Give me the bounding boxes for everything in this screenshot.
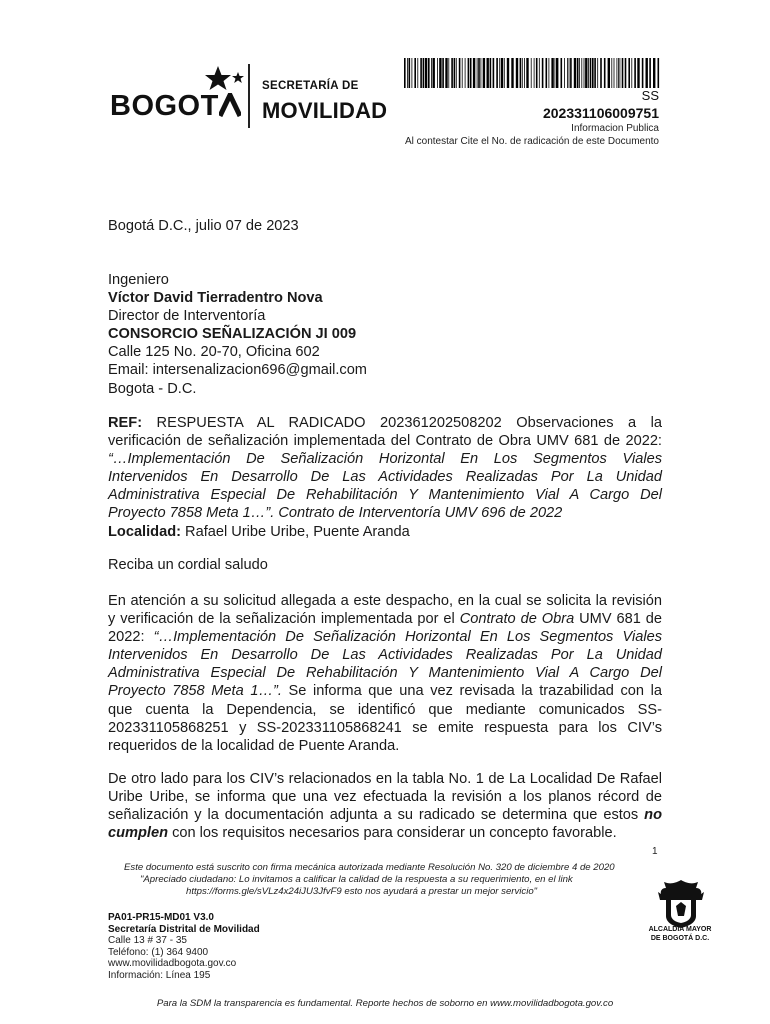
filing-number: 202331106009751 bbox=[542, 105, 659, 121]
barcode-bar bbox=[451, 58, 453, 88]
barcode-bar bbox=[445, 58, 447, 88]
barcode-bar bbox=[409, 58, 411, 88]
barcode-bar bbox=[649, 58, 651, 88]
barcode-bar bbox=[577, 58, 579, 88]
barcode-bar bbox=[551, 58, 553, 88]
barcode-bar bbox=[462, 58, 463, 88]
recipient-email: Email: intersenalizacion696@gmail.com bbox=[108, 362, 367, 379]
logo-divider bbox=[248, 64, 250, 128]
barcode-bar bbox=[608, 58, 610, 88]
barcode-bar bbox=[526, 58, 528, 88]
p1-line-6: Proyecto 7858 Meta 1…”. Se informa que una vez revisada la trazabilidad con la bbox=[108, 683, 662, 700]
barcode-bar bbox=[555, 58, 556, 88]
barcode-bar bbox=[501, 58, 503, 88]
barcode-bar bbox=[539, 58, 540, 88]
page-number: 1 bbox=[652, 846, 658, 857]
barcode-bar bbox=[522, 58, 523, 88]
transparency-note: Para la SDM la transparencia es fundamental. Reporte hechos de soborno en www.movilidadbogota.gov.co bbox=[156, 998, 614, 1009]
barcode-bar bbox=[646, 58, 648, 88]
p1-line-7: que cuenta la Dependencia, se identificó que mediante comunicados SS- bbox=[108, 701, 662, 718]
barcode-bar bbox=[511, 58, 513, 88]
barcode-bar bbox=[490, 58, 492, 88]
reference-block bbox=[108, 414, 662, 541]
barcode-bar bbox=[570, 58, 572, 88]
logo-stars-icon bbox=[198, 64, 248, 98]
p1-line-2: y verificación de la señalización implementada por el Contrato de Obra UMV 681 de bbox=[108, 611, 662, 628]
barcode-bar bbox=[592, 58, 594, 88]
barcode-bar bbox=[556, 58, 558, 88]
barcode-bar bbox=[585, 58, 587, 88]
filing-block bbox=[405, 88, 659, 148]
ref-line-6: Proyecto 7858 Meta 1…”. Contrato de Interventoría UMV 696 de 2022 bbox=[108, 505, 563, 522]
barcode-bar bbox=[618, 58, 619, 88]
barcode-bar bbox=[437, 58, 438, 88]
p2-line-4: cumplen con los requisitos necesarios para considerar un concepto favorable. bbox=[108, 825, 617, 842]
barcode-bar bbox=[420, 58, 422, 88]
barcode-bar bbox=[637, 58, 639, 88]
disclaimer-line-3: https://forms.gle/sVLz4x24iJU3JfvF9 esto nos ayudará a prestar un mejor servicio" bbox=[186, 886, 538, 897]
barcode-bar bbox=[622, 58, 624, 88]
barcode-bar bbox=[597, 58, 598, 88]
filing-note: Al contestar Cite el No. de radicación de este Documento bbox=[404, 136, 659, 147]
barcode-bar bbox=[520, 58, 522, 88]
barcode-bar bbox=[412, 58, 413, 88]
paragraph-1 bbox=[108, 592, 662, 755]
barcode-bar bbox=[414, 58, 416, 88]
barcode-bar bbox=[600, 58, 602, 88]
barcode-bar bbox=[456, 58, 457, 88]
p2-line-2: Uribe Uribe, se informa que una vez efectuada la revisión a los planos récord de bbox=[108, 789, 662, 806]
barcode-bar bbox=[470, 58, 472, 88]
p1-line-8: 202331105868251 y SS-202331105868241 se emite respuesta para los CIV’s bbox=[108, 719, 662, 736]
logo-city-text: BOGOT bbox=[110, 90, 241, 123]
barcode-bar bbox=[542, 58, 544, 88]
logo-secretaria-text: SECRETARÍA DE bbox=[262, 80, 359, 92]
logo-movilidad-text: MOVILIDAD bbox=[262, 98, 388, 123]
barcode-bar bbox=[564, 58, 565, 88]
barcode-bar bbox=[546, 58, 548, 88]
barcode-bar bbox=[653, 58, 655, 88]
recipient-city: Bogota - D.C. bbox=[108, 380, 197, 397]
p2-line-1: De otro lado para los CIV’s relacionados en la tabla No. 1 de La Localidad De Rafael bbox=[108, 771, 662, 787]
barcode-bar bbox=[625, 58, 627, 88]
disclaimer-line-1: Este documento está suscrito con firma mecánica autorizada mediante Resolución No. 320 de diciembre 4 de 2020 bbox=[124, 862, 615, 873]
barcode-bar bbox=[431, 58, 432, 88]
p2-line-3: señalización y la documentación adjunta a su radicado se determina que estos no bbox=[108, 807, 662, 824]
barcode-bar bbox=[590, 58, 592, 88]
barcode-bar bbox=[423, 58, 425, 88]
barcode-bar bbox=[439, 58, 441, 88]
barcode-bar bbox=[478, 58, 480, 88]
barcode-bar bbox=[611, 58, 612, 88]
barcode-bar bbox=[404, 58, 406, 88]
entity-address: Calle 13 # 37 - 35 bbox=[108, 935, 187, 947]
barcode-bar bbox=[604, 58, 606, 88]
localidad-label: Localidad: bbox=[108, 523, 181, 540]
barcode-bar bbox=[428, 58, 430, 88]
barcode-bar bbox=[473, 58, 475, 88]
barcode-bar bbox=[588, 58, 589, 88]
barcode-bar bbox=[658, 58, 660, 88]
ref-line-2: verificación de señalización implementada del Contrato de Obra UMV 681 de 2022: bbox=[108, 433, 662, 450]
barcode-bar bbox=[584, 58, 585, 88]
recipient-address: Calle 125 No. 20-70, Oficina 602 bbox=[108, 344, 320, 361]
alcaldia-label: ALCALDÍA MAYOR DE BOGOTÁ D.C. bbox=[648, 926, 712, 942]
barcode-bar bbox=[507, 58, 509, 88]
recipient-position: Director de Interventoría bbox=[108, 308, 266, 325]
barcode-bar bbox=[634, 58, 636, 88]
recipient-name: Víctor David Tierradentro Nova bbox=[108, 290, 323, 307]
p1-line-5: Administrativa Especial De Rehabilitación Y Mantenimiento Vial A Cargo Del bbox=[108, 665, 662, 682]
paragraph-2 bbox=[108, 770, 662, 842]
ref-line-4: Intervenidos En Desarrollo De Las Actividades Realizadas Por La Unidad bbox=[108, 469, 662, 486]
p1-line-3: 2022: “…Implementación De Señalización Horizontal En Los Segmentos Viales bbox=[108, 629, 662, 646]
p1-line-1: En atención a su solicitud allegada a este despacho, en la cual se solicita la revisión bbox=[108, 593, 662, 609]
barcode-bar bbox=[487, 58, 489, 88]
barcode-bar bbox=[549, 58, 550, 88]
barcode-bar bbox=[448, 58, 449, 88]
barcode-bar bbox=[534, 58, 535, 88]
barcode-bar bbox=[567, 58, 568, 88]
recipient-block bbox=[108, 271, 662, 398]
recipient-company: CONSORCIO SEÑALIZACIÓN JI 009 bbox=[108, 326, 357, 343]
ref-line-1: REF: RESPUESTA AL RADICADO 202361202508202 Observaciones a la bbox=[108, 415, 662, 431]
barcode-bar bbox=[620, 58, 621, 88]
barcode-bar bbox=[481, 58, 482, 88]
entity-phone: Teléfono: (1) 364 9400 bbox=[108, 946, 209, 958]
ref-localidad: Localidad: Rafael Uribe Uribe, Puente Aranda bbox=[108, 523, 410, 540]
barcode-bar bbox=[524, 58, 525, 88]
barcode-bar bbox=[493, 58, 495, 88]
entity-info-line: Información: Línea 195 bbox=[108, 969, 211, 981]
barcode-bar bbox=[614, 58, 615, 88]
ref-line-5: Administrativa Especial De Rehabilitación Y Mantenimiento Vial A Cargo Del bbox=[108, 487, 662, 504]
barcode-bar bbox=[594, 58, 596, 88]
barcode-bar bbox=[496, 58, 498, 88]
p1-line-4: Intervenidos En Desarrollo De Las Actividades Realizadas Por La Unidad bbox=[108, 647, 662, 664]
barcode-bar bbox=[536, 58, 538, 88]
ref-label: REF: bbox=[108, 415, 143, 431]
barcode-bar bbox=[465, 58, 466, 88]
p1-line-9: requeridos de la localidad de Puente Aranda. bbox=[108, 737, 400, 754]
barcode-bar bbox=[442, 58, 444, 88]
barcode-bar bbox=[504, 58, 505, 88]
barcode-bar bbox=[631, 58, 632, 88]
barcode-bar bbox=[628, 58, 630, 88]
barcode-bar bbox=[569, 58, 570, 88]
footer-disclaimer bbox=[120, 862, 650, 898]
barcode-bar bbox=[581, 58, 582, 88]
barcode-bar bbox=[516, 58, 518, 88]
barcode-bar bbox=[483, 58, 485, 88]
barcode-bar bbox=[459, 58, 461, 88]
bogota-movilidad-logo bbox=[110, 60, 388, 132]
entity-name: Secretaría Distrital de Movilidad bbox=[108, 923, 260, 935]
barcode-bar bbox=[579, 58, 580, 88]
barcode-bar bbox=[574, 58, 576, 88]
barcode-bar bbox=[561, 58, 563, 88]
barcode-bar bbox=[425, 58, 427, 88]
barcode-bar bbox=[477, 58, 478, 88]
form-code: PA01-PR15-MD01 V3.0 bbox=[108, 912, 214, 923]
barcode-bar bbox=[417, 58, 418, 88]
greeting: Reciba un cordial saludo bbox=[108, 557, 268, 573]
barcode-bar bbox=[468, 58, 470, 88]
barcode-bar bbox=[531, 58, 532, 88]
entity-website: www.movilidadbogota.gov.co bbox=[108, 958, 237, 970]
barcode-bar bbox=[407, 58, 408, 88]
barcode-bar bbox=[642, 58, 644, 88]
barcode-bar bbox=[499, 58, 500, 88]
disclaimer-line-2: "Apreciado ciudadano: Lo invitamos a calificar la calidad de la respuesta a su requerimiento, en el link bbox=[140, 874, 573, 885]
recipient-title: Ingeniero bbox=[108, 272, 169, 288]
footer-info bbox=[108, 912, 260, 982]
filing-code: SS bbox=[641, 88, 659, 103]
place-date: Bogotá D.C., julio 07 de 2023 bbox=[108, 218, 299, 234]
barcode-bar bbox=[433, 58, 435, 88]
filing-class: Informacion Publica bbox=[571, 123, 659, 134]
barcode-bar bbox=[454, 58, 456, 88]
barcode-image bbox=[404, 58, 660, 88]
barcode-bar bbox=[617, 58, 618, 88]
ref-line-3: “…Implementación De Señalización Horizontal En Los Segmentos Viales bbox=[108, 451, 662, 468]
